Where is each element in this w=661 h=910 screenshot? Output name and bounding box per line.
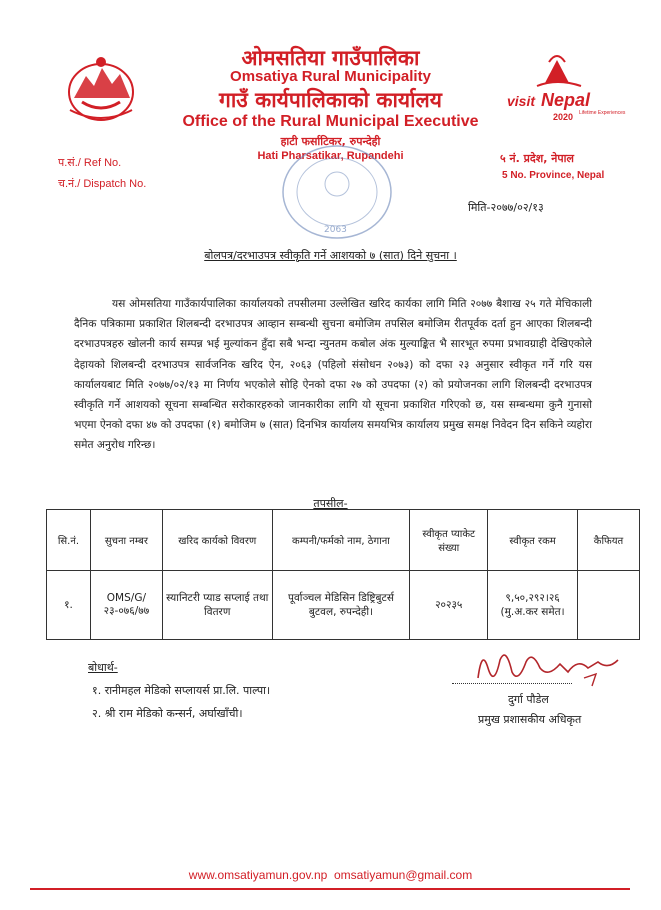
table-cell: OMS/G/२३-०७६/७७	[90, 571, 162, 640]
cc-heading: बोधार्थ-	[88, 661, 118, 674]
cc-item: १. रानीमहल मेडिको सप्लायर्स प्रा.लि. पाल्पा।	[92, 684, 271, 697]
signatory-name: दुर्गा पौडेल	[508, 693, 549, 706]
table-cell	[578, 571, 640, 640]
award-table	[46, 509, 640, 640]
table-header: स्वीकृत प्याकेट संख्या	[410, 510, 488, 571]
handwritten-signature	[468, 638, 628, 698]
svg-text:Lifetime Experiences: Lifetime Experiences	[579, 110, 626, 116]
cc-item: २. श्री राम मेडिको कन्सर्न, अर्घाखाँची।	[92, 707, 243, 720]
table-header: स्वीकृत रकम	[488, 510, 578, 571]
table-cell: २०२३५	[410, 571, 488, 640]
table-cell: पूर्वाञ्चल मेडिसिन डिष्ट्रिबुटर्स बुटवल, रुपन्देही।	[272, 571, 410, 640]
table-header: कम्पनी/फर्मको नाम, ठेगाना	[272, 510, 410, 571]
table-cell: ९,५०,२९२।२६ (मु.अ.कर समेत।	[488, 571, 578, 640]
tapsil-heading: तपसील-	[313, 497, 348, 510]
province-en: 5 No. Province, Nepal	[502, 170, 605, 181]
signature-line	[452, 683, 572, 684]
table-cell: स्यानिटरी प्याड सप्लाई तथा वितरण	[162, 571, 272, 640]
svg-text:Nepal: Nepal	[541, 90, 591, 110]
municipality-name-np: ओमसतिया गाउँपालिका	[241, 46, 420, 70]
table-header: सि.नं.	[47, 510, 91, 571]
table-cell: १.	[47, 571, 91, 640]
footer-divider	[30, 888, 630, 890]
svg-text:visit: visit	[507, 93, 536, 109]
svg-text:2020: 2020	[553, 112, 574, 122]
office-name-en: Office of the Rural Municipal Executive	[182, 113, 479, 130]
dispatch-no-label: च.नं./ Dispatch No.	[58, 178, 147, 190]
address-np: हाटी फर्साटिकर, रुपन्देही	[280, 135, 381, 148]
footer-contact	[0, 868, 661, 882]
municipality-name-en: Omsatiya Rural Municipality	[230, 68, 431, 85]
ref-no-label: प.सं./ Ref No.	[58, 157, 122, 169]
table-header: खरिद कार्यको विवरण	[162, 510, 272, 571]
province-np: ५ नं. प्रदेश, नेपाल	[500, 152, 574, 165]
address-en: Hati Pharsatikar, Rupandehi	[257, 150, 404, 162]
date: मिति-२०७७/०२/१३	[468, 201, 544, 214]
office-name-np: गाउँ कार्यपालिकाको कार्यालय	[219, 88, 442, 112]
body-paragraph: यस ओमसतिया गाउँकार्यपालिका कार्यालयको तपसीलमा उल्लेखित खरिद कार्यका लागि मिति २०७७ बैशाख २५ गते मेचिकाली दैनिक पत्रिकामा प्रकाशित शिलबन्दी दरभाउपत्र आव्हान सम्बन्धी सुचना बमोजिम तपसिल बमोजिम रीतपूर्वक दर्ता हुन आएका शिलबन्दी दरभाउपत्रहरु खोलनी कार्य सम्पन्न भई मुल्यांकन हुँदा सबै भन्दा न्युनतम कबोल अंक मुल्याङ्कित भै सारभूत रुपमा प्रभावग्राही देखिएकोले देहायको शिलबन्दी दरभाउपत्र सार्वजनिक खरिद ऐन, २०६३ (पहिलो संसोधन २०७३) को दफा २३ अनुसार स्वीकृत गर्ने गरि यस कार्यालयबाट मिति २०७७/०२/१३ मा निर्णय भएकोले सोहि ऐनको दफा २७ को उपदफा (२) को प्रयोजनका लागि शिलबन्दी दरभाउपत्र स्वीकृति गर्ने आशयको सूचना सम्बन्धित सरोकारहरुको जानकारीका लागि यो सूचना प्रकाशित गरिएको छ, यस सम्बन्धमा कुनै गुनासो भएमा ऐनको दफा ४७ को उपदफा (१) बमोजिम ७ (सात) दिनभित्र कार्यालय समयभित्र कार्यालय प्रमुख समक्ष निवेदन दिन सकिने व्यहोरा समेत अनुरोध गरिन्छ।	[74, 298, 592, 452]
subject-line: बोलपत्र/दरभाउपत्र स्वीकृति गर्ने आशयको ७ (सात) दिने सुचना ।	[204, 249, 457, 262]
official-stamp	[280, 142, 395, 242]
table-header-row	[47, 510, 640, 571]
website-link[interactable]: www.omsatiyamun.gov.np	[188, 868, 328, 882]
table-header: सुचना नम्बर	[90, 510, 162, 571]
table-header: कैफियत	[578, 510, 640, 571]
table-row	[47, 571, 640, 640]
svg-text:2063: 2063	[324, 225, 347, 235]
email-link[interactable]: omsatiyamun@gmail.com	[333, 868, 473, 882]
visit-nepal-logo-icon	[505, 48, 626, 128]
signatory-title: प्रमुख प्रशासकीय अधिकृत	[478, 713, 582, 726]
